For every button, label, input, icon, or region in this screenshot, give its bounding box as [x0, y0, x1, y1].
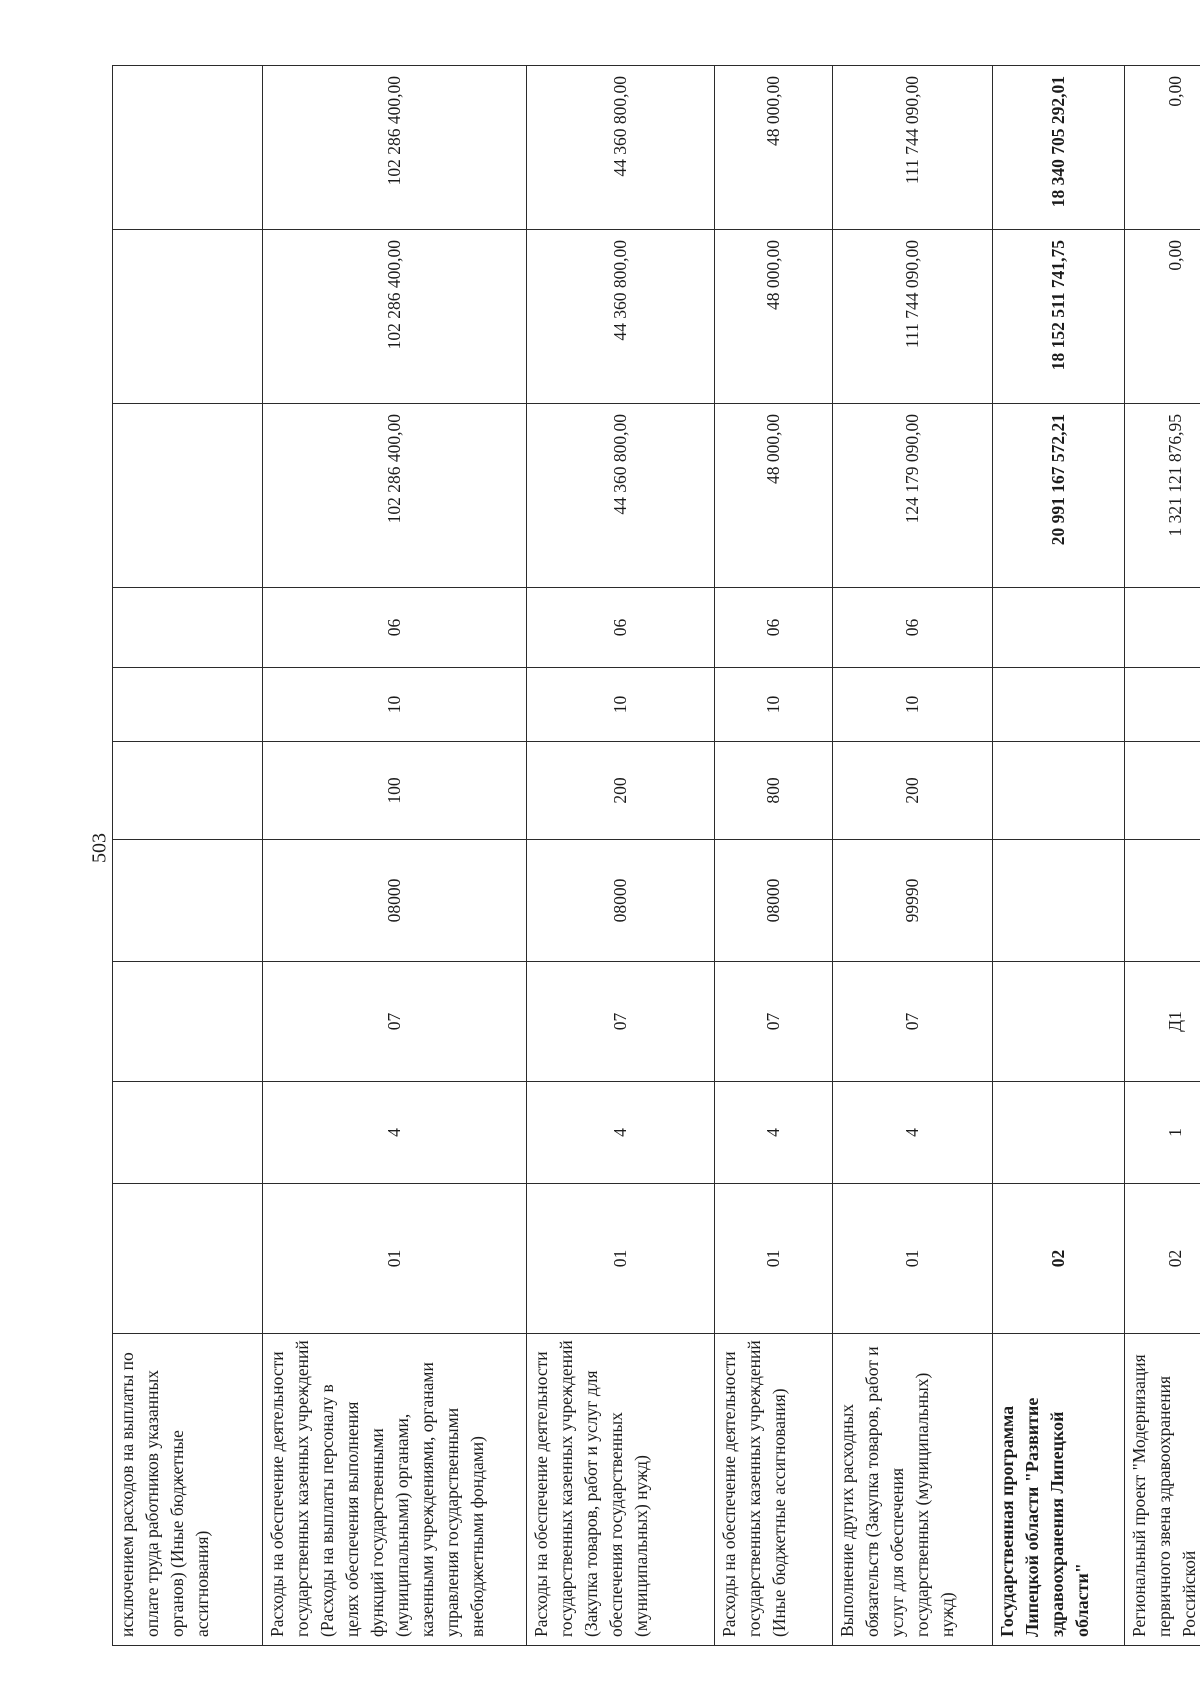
program-code-cell: 02	[993, 1184, 1125, 1334]
section-cell	[113, 668, 263, 742]
expense-type-cell: 100	[263, 742, 527, 840]
direction-code-cell: 08000	[715, 840, 833, 962]
subsection-cell	[993, 588, 1125, 668]
section-code-cell: 07	[833, 962, 993, 1082]
subprogram-code-cell: 4	[833, 1082, 993, 1184]
budget-table	[112, 65, 1200, 1646]
section-code-cell: 07	[527, 962, 715, 1082]
page-number: 503	[88, 833, 111, 863]
amount-year-2-cell: 48 000,00	[715, 230, 833, 404]
direction-code-cell	[1125, 840, 1200, 962]
direction-code-cell: 08000	[527, 840, 715, 962]
section-cell	[1125, 668, 1200, 742]
amount-year-3-cell: 111 744 090,00	[833, 66, 993, 230]
amount-year-1-cell: 1 321 121 876,95	[1125, 404, 1200, 588]
amount-year-3-cell: 48 000,00	[715, 66, 833, 230]
amount-year-3-cell: 44 360 800,00	[527, 66, 715, 230]
subsection-cell: 06	[263, 588, 527, 668]
amount-year-2-cell: 0,00	[1125, 230, 1200, 404]
table-row	[833, 66, 993, 1646]
row-name-cell: Региональный проект "Модернизация первичного звена здравоохранения Российской	[1125, 1334, 1200, 1646]
direction-code-cell	[993, 840, 1125, 962]
section-cell: 10	[527, 668, 715, 742]
row-name-cell: Расходы на обеспечение деятельности государственных казенных учреждений (Закупка товаров, работ и услуг для обеспечения государственных (муниципальных) нужд)	[527, 1334, 715, 1646]
amount-year-1-cell: 48 000,00	[715, 404, 833, 588]
direction-code-cell	[113, 840, 263, 962]
expense-type-cell: 200	[527, 742, 715, 840]
section-code-cell	[113, 962, 263, 1082]
amount-year-3-cell: 0,00	[1125, 66, 1200, 230]
amount-year-1-cell: 20 991 167 572,21	[993, 404, 1125, 588]
program-code-cell: 02	[1125, 1184, 1200, 1334]
section-code-cell	[993, 962, 1125, 1082]
subsection-cell: 06	[715, 588, 833, 668]
subsection-cell	[1125, 588, 1200, 668]
program-code-cell: 01	[715, 1184, 833, 1334]
direction-code-cell: 08000	[263, 840, 527, 962]
direction-code-cell: 99990	[833, 840, 993, 962]
section-cell: 10	[715, 668, 833, 742]
table-row	[1125, 66, 1200, 1646]
subprogram-code-cell: 4	[527, 1082, 715, 1184]
amount-year-3-cell	[113, 66, 263, 230]
subprogram-code-cell: 4	[263, 1082, 527, 1184]
row-name-cell: Расходы на обеспечение деятельности государственных казенных учреждений (Иные бюджетные ассигнования)	[715, 1334, 833, 1646]
amount-year-2-cell	[113, 230, 263, 404]
amount-year-3-cell: 102 286 400,00	[263, 66, 527, 230]
table-row	[113, 66, 263, 1646]
row-name-cell: Государственная программа Липецкой области "Развитие здравоохранения Липецкой области"	[993, 1334, 1125, 1646]
table-row	[993, 66, 1125, 1646]
amount-year-2-cell: 111 744 090,00	[833, 230, 993, 404]
section-cell: 10	[263, 668, 527, 742]
amount-year-2-cell: 18 152 511 741,75	[993, 230, 1125, 404]
table-row	[263, 66, 527, 1646]
section-code-cell: 07	[715, 962, 833, 1082]
amount-year-2-cell: 44 360 800,00	[527, 230, 715, 404]
amount-year-1-cell	[113, 404, 263, 588]
row-name-cell: Выполнение других расходных обязательств (Закупка товаров, работ и услуг для обеспечения государственных (муниципальных) нужд)	[833, 1334, 993, 1646]
subprogram-code-cell	[993, 1082, 1125, 1184]
section-cell	[993, 668, 1125, 742]
program-code-cell: 01	[527, 1184, 715, 1334]
row-name-cell: исключением расходов на выплаты по оплате труда работников указанных органов) (Иные бюджетные ассигнования)	[113, 1334, 263, 1646]
amount-year-2-cell: 102 286 400,00	[263, 230, 527, 404]
expense-type-cell	[1125, 742, 1200, 840]
amount-year-1-cell: 124 179 090,00	[833, 404, 993, 588]
program-code-cell: 01	[263, 1184, 527, 1334]
section-code-cell: 07	[263, 962, 527, 1082]
subprogram-code-cell	[113, 1082, 263, 1184]
expense-type-cell	[993, 742, 1125, 840]
subsection-cell	[113, 588, 263, 668]
table-row	[715, 66, 833, 1646]
subsection-cell: 06	[833, 588, 993, 668]
program-code-cell	[113, 1184, 263, 1334]
row-name-cell: Расходы на обеспечение деятельности государственных казенных учреждений (Расходы на выплаты персоналу в целях обеспечения выполнения функций государственными (муниципальными) органами, казенными учреждениями, органами управления государственными внебюджетными фондами)	[263, 1334, 527, 1646]
amount-year-3-cell: 18 340 705 292,01	[993, 66, 1125, 230]
expense-type-cell: 200	[833, 742, 993, 840]
budget-table-rotated	[112, 66, 1199, 1646]
program-code-cell: 01	[833, 1184, 993, 1334]
expense-type-cell: 800	[715, 742, 833, 840]
section-code-cell: Д1	[1125, 962, 1200, 1082]
subsection-cell: 06	[527, 588, 715, 668]
subprogram-code-cell: 1	[1125, 1082, 1200, 1184]
amount-year-1-cell: 102 286 400,00	[263, 404, 527, 588]
section-cell: 10	[833, 668, 993, 742]
table-row	[527, 66, 715, 1646]
amount-year-1-cell: 44 360 800,00	[527, 404, 715, 588]
expense-type-cell	[113, 742, 263, 840]
subprogram-code-cell: 4	[715, 1082, 833, 1184]
